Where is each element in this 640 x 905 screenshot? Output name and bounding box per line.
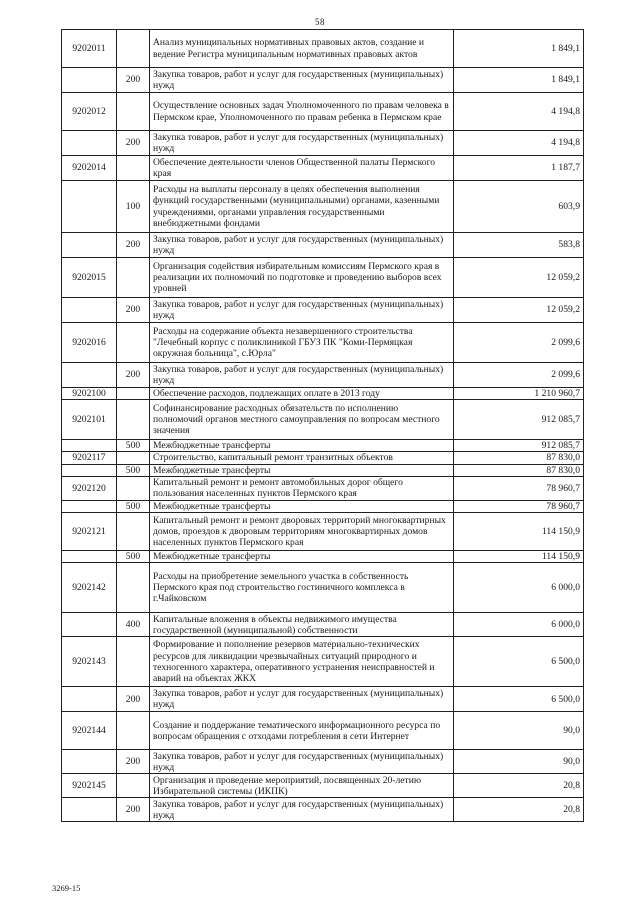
row-amount: 20,8: [454, 774, 584, 798]
row-description: Закупка товаров, работ и услуг для государственных (муниципальных) нужд: [150, 363, 454, 388]
row-amount: 87 830,0: [454, 464, 584, 476]
table-row: [62, 687, 584, 712]
row-description: Обеспечение расходов, подлежащих оплате в 2013 году: [150, 388, 454, 400]
row-code: [62, 464, 117, 476]
row-code: [62, 613, 117, 637]
row-description: Капитальные вложения в объекты недвижимого имущества государственной (муниципальной) собственности: [150, 613, 454, 637]
row-code: 9202120: [62, 476, 117, 500]
row-code: 9202100: [62, 388, 117, 400]
row-code: 9202145: [62, 774, 117, 798]
row-description: Межбюджетные трансферты: [150, 500, 454, 512]
row-description: Организация содействия избирательным комиссиям Пермского края в реализации их полномочий по подготовке и проведению выборов всех уровней: [150, 258, 454, 298]
row-code: 9202016: [62, 323, 117, 363]
row-code: [62, 551, 117, 563]
row-description: Закупка товаров, работ и услуг для государственных (муниципальных) нужд: [150, 131, 454, 156]
table-row: [62, 181, 584, 233]
document-code: 3269-15: [52, 883, 81, 893]
row-description: Закупка товаров, работ и услуг для государственных (муниципальных) нужд: [150, 68, 454, 93]
row-expense-type: [117, 637, 150, 687]
table-row: [62, 298, 584, 323]
row-expense-type: 200: [117, 687, 150, 712]
table-row: [62, 440, 584, 452]
table-row: [62, 131, 584, 156]
row-expense-type: [117, 258, 150, 298]
row-code: 9202012: [62, 93, 117, 131]
row-amount: 2 099,6: [454, 363, 584, 388]
row-code: [62, 363, 117, 388]
row-expense-type: 500: [117, 440, 150, 452]
row-code: [62, 131, 117, 156]
row-description: Осуществление основных задач Уполномоченного по правам человека в Пермском крае, Уполномоченного по правам ребенка в Пермском крае: [150, 93, 454, 131]
table-row: [62, 68, 584, 93]
row-description: Расходы на приобретение земельного участка в собственность Пермского края под строительство гостиничного комплекса в г.Чайковском: [150, 563, 454, 613]
table-row: [62, 452, 584, 464]
row-amount: 90,0: [454, 750, 584, 774]
row-expense-type: 200: [117, 363, 150, 388]
row-description: Расходы на выплаты персоналу в целях обеспечения выполнения функций государственными (муниципальными) органами, казенными учреждениями, органами управления государственными внебюджетными фондами: [150, 181, 454, 233]
row-amount: 2 099,6: [454, 323, 584, 363]
row-code: 9202014: [62, 156, 117, 181]
row-amount: 1 849,1: [454, 68, 584, 93]
table-row: [62, 258, 584, 298]
row-expense-type: [117, 388, 150, 400]
row-code: [62, 181, 117, 233]
row-description: Межбюджетные трансферты: [150, 440, 454, 452]
row-amount: 12 059,2: [454, 258, 584, 298]
row-expense-type: 100: [117, 181, 150, 233]
row-amount: 4 194,8: [454, 131, 584, 156]
row-description: Капитальный ремонт и ремонт дворовых территорий многоквартирных домов, проездов к дворовым территориям многоквартирных домов населенных пунктов Пермского края: [150, 513, 454, 551]
row-amount: 87 830,0: [454, 452, 584, 464]
row-code: [62, 68, 117, 93]
table-row: [62, 233, 584, 258]
row-description: Закупка товаров, работ и услуг для государственных (муниципальных) нужд: [150, 798, 454, 822]
row-expense-type: 200: [117, 233, 150, 258]
row-expense-type: 500: [117, 551, 150, 563]
row-expense-type: 500: [117, 464, 150, 476]
row-description: Закупка товаров, работ и услуг для государственных (муниципальных) нужд: [150, 687, 454, 712]
row-expense-type: [117, 452, 150, 464]
row-description: Анализ муниципальных нормативных правовых актов, создание и ведение Регистра муниципальным нормативных правовых актов: [150, 30, 454, 68]
table-row: [62, 637, 584, 687]
table-row: [62, 464, 584, 476]
row-amount: 6 500,0: [454, 637, 584, 687]
row-amount: 4 194,8: [454, 93, 584, 131]
row-code: [62, 687, 117, 712]
row-code: 9202011: [62, 30, 117, 68]
table-row: [62, 500, 584, 512]
row-code: [62, 233, 117, 258]
row-expense-type: 200: [117, 798, 150, 822]
row-expense-type: [117, 156, 150, 181]
row-description: Капитальный ремонт и ремонт автомобильных дорог общего пользования населенных пунктов Пермского края: [150, 476, 454, 500]
row-amount: 6 000,0: [454, 563, 584, 613]
row-code: 9202015: [62, 258, 117, 298]
table-row: [62, 388, 584, 400]
page-number: 58: [315, 17, 325, 27]
row-code: 9202117: [62, 452, 117, 464]
table-row: [62, 476, 584, 500]
row-amount: 912 085,7: [454, 440, 584, 452]
row-expense-type: 500: [117, 500, 150, 512]
row-description: Межбюджетные трансферты: [150, 464, 454, 476]
row-amount: 20,8: [454, 798, 584, 822]
row-amount: 78 960,7: [454, 500, 584, 512]
budget-table: [61, 29, 584, 822]
row-description: Межбюджетные трансферты: [150, 551, 454, 563]
row-code: [62, 500, 117, 512]
row-description: Закупка товаров, работ и услуг для государственных (муниципальных) нужд: [150, 750, 454, 774]
table-row: [62, 323, 584, 363]
row-description: Расходы на содержание объекта незавершенного строительства "Лечебный корпус с поликлиникой ГБУЗ ПК "Коми-Пермяцкая окружная больница", с.Юрла": [150, 323, 454, 363]
row-description: Закупка товаров, работ и услуг для государственных (муниципальных) нужд: [150, 298, 454, 323]
row-description: Создание и поддержание тематического информационного ресурса по вопросам обращения с отходами потребления в сети Интернет: [150, 712, 454, 750]
row-description: Организация и проведение мероприятий, посвященных 20-летию Избирательной системы (ИКПК): [150, 774, 454, 798]
row-code: 9202143: [62, 637, 117, 687]
row-code: 9202101: [62, 400, 117, 440]
row-expense-type: 200: [117, 131, 150, 156]
row-expense-type: [117, 774, 150, 798]
row-expense-type: 200: [117, 298, 150, 323]
row-amount: 583,8: [454, 233, 584, 258]
table-row: [62, 30, 584, 68]
table-row: [62, 750, 584, 774]
row-code: [62, 750, 117, 774]
table-row: [62, 93, 584, 131]
row-code: [62, 440, 117, 452]
row-amount: 12 059,2: [454, 298, 584, 323]
table-row: [62, 363, 584, 388]
row-expense-type: [117, 30, 150, 68]
row-code: [62, 298, 117, 323]
table-row: [62, 712, 584, 750]
row-description: Закупка товаров, работ и услуг для государственных (муниципальных) нужд: [150, 233, 454, 258]
row-description: Софинансирование расходных обязательств по исполнению полномочий органов местного самоуправления по вопросам местного значения: [150, 400, 454, 440]
row-amount: 1 187,7: [454, 156, 584, 181]
row-amount: 1 849,1: [454, 30, 584, 68]
table-row: [62, 563, 584, 613]
row-expense-type: 400: [117, 613, 150, 637]
row-amount: 603,9: [454, 181, 584, 233]
table-row: [62, 513, 584, 551]
row-expense-type: [117, 476, 150, 500]
row-amount: 6 500,0: [454, 687, 584, 712]
table-row: [62, 551, 584, 563]
row-expense-type: [117, 563, 150, 613]
row-description: Обеспечение деятельности членов Общественной палаты Пермского края: [150, 156, 454, 181]
table-row: [62, 156, 584, 181]
row-amount: 90,0: [454, 712, 584, 750]
row-expense-type: [117, 400, 150, 440]
row-description: Строительство, капитальный ремонт транзитных объектов: [150, 452, 454, 464]
row-code: [62, 798, 117, 822]
table-row: [62, 774, 584, 798]
row-expense-type: [117, 323, 150, 363]
row-code: 9202121: [62, 513, 117, 551]
row-expense-type: 200: [117, 750, 150, 774]
row-code: 9202142: [62, 563, 117, 613]
row-expense-type: [117, 712, 150, 750]
row-amount: 114 150,9: [454, 513, 584, 551]
row-amount: 78 960,7: [454, 476, 584, 500]
row-code: 9202144: [62, 712, 117, 750]
row-amount: 912 085,7: [454, 400, 584, 440]
row-expense-type: [117, 93, 150, 131]
row-expense-type: [117, 513, 150, 551]
row-amount: 1 210 960,7: [454, 388, 584, 400]
table-row: [62, 798, 584, 822]
row-amount: 6 000,0: [454, 613, 584, 637]
table-row: [62, 400, 584, 440]
row-expense-type: 200: [117, 68, 150, 93]
row-description: Формирование и пополнение резервов материально-технических ресурсов для ликвидации чрезвычайных ситуаций природного и техногенного характера, оперативного устранения неисправностей и аварий на объектах ЖКХ: [150, 637, 454, 687]
table-row: [62, 613, 584, 637]
row-amount: 114 150,9: [454, 551, 584, 563]
